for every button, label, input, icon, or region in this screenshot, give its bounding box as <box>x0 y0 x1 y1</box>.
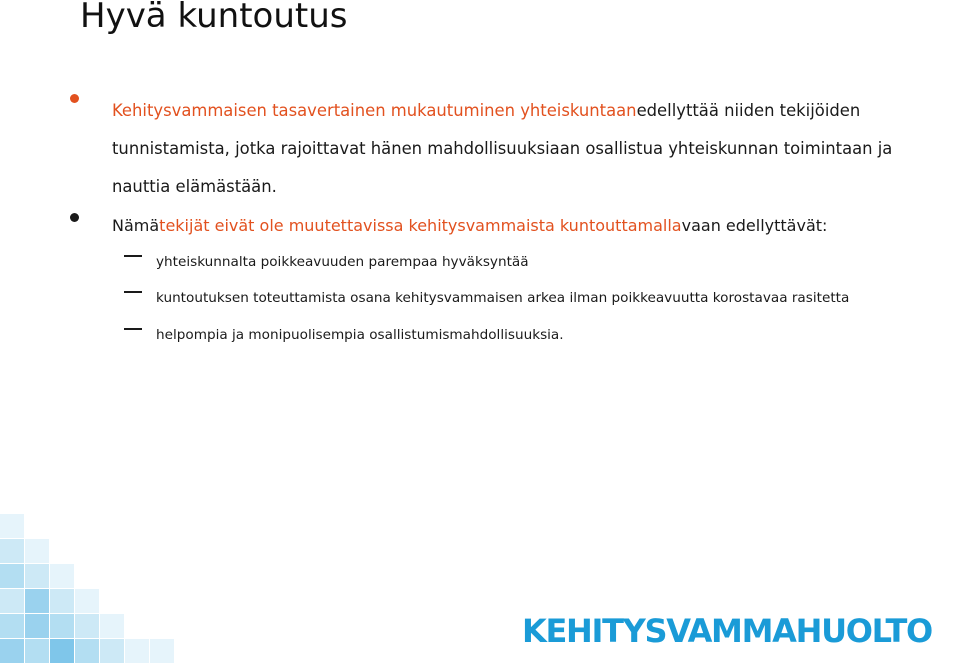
sub-item <box>124 254 944 270</box>
bullet-marker-black <box>70 213 79 222</box>
bullet-1-text: edellyttää niiden tekijöiden tunnistamista, jotka rajoittavat hänen mahdollisuuksiaan osallistua yhteiskunnan toimintaan ja nauttia elämästään. <box>112 101 893 196</box>
mosaic-tile <box>75 639 99 663</box>
dash-marker <box>124 291 142 293</box>
mosaic-tile <box>50 614 74 638</box>
mosaic-tile <box>0 589 24 613</box>
mosaic-tile <box>25 539 49 563</box>
bullet-item-2 <box>112 211 952 241</box>
mosaic-tile <box>0 639 24 663</box>
mosaic-tile <box>25 639 49 663</box>
dash-marker <box>124 328 142 330</box>
mosaic-tile <box>50 589 74 613</box>
bullet-2-text: vaan edellyttävät: <box>681 216 828 235</box>
mosaic-tile <box>150 639 174 663</box>
bullet-marker-orange <box>70 94 79 103</box>
mosaic-tile <box>100 639 124 663</box>
mosaic-tile <box>0 614 24 638</box>
brand-logo: KEHITYSVAMMAHUOLTO <box>522 612 932 650</box>
mosaic-tile <box>25 614 49 638</box>
mosaic-tile <box>100 614 124 638</box>
mosaic-tile <box>50 639 74 663</box>
sub-item <box>124 327 944 343</box>
bullet-2-prefix: Nämä <box>112 216 160 235</box>
mosaic-tile <box>125 639 149 663</box>
mosaic-tile <box>75 614 99 638</box>
mosaic-tile <box>25 589 49 613</box>
mosaic-tile <box>25 564 49 588</box>
mosaic-tile <box>75 589 99 613</box>
sub-item-text: yhteiskunnalta poikkeavuuden parempaa hyväksyntää <box>156 254 529 270</box>
bullet-item-1 <box>112 92 932 206</box>
sub-item <box>124 290 944 306</box>
mosaic-tile <box>50 564 74 588</box>
mosaic-tile <box>0 514 24 538</box>
bullet-2-highlight: tekijät eivät ole muutettavissa kehitysvammaista kuntouttamalla <box>159 216 682 235</box>
mosaic-tile <box>0 539 24 563</box>
decorative-mosaic <box>0 514 180 664</box>
sub-item-text: kuntoutuksen toteuttamista osana kehitysvammaisen arkea ilman poikkeavuutta korostavaa rasitetta <box>156 290 850 306</box>
bullet-1-highlight: Kehitysvammaisen tasavertainen mukautuminen yhteiskuntaan <box>112 101 637 120</box>
sub-item-text: helpompia ja monipuolisempia osallistumismahdollisuuksia. <box>156 327 564 343</box>
slide-title: Hyvä kuntoutus <box>80 0 348 36</box>
mosaic-tile <box>0 564 24 588</box>
dash-marker <box>124 255 142 257</box>
